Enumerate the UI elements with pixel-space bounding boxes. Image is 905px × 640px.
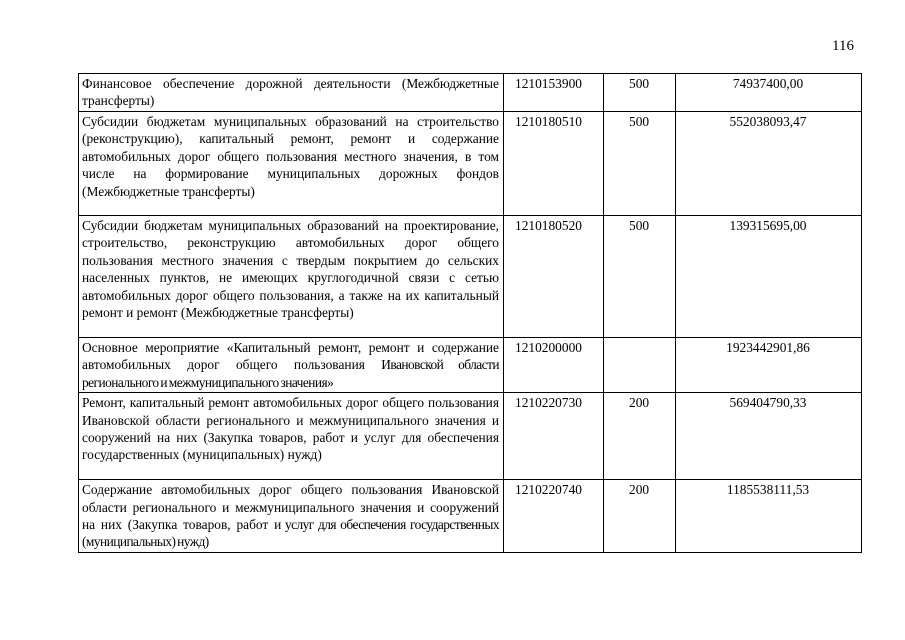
row-description [79,480,504,553]
table-row [79,112,862,216]
row-description-tail: Ивановской области регионального и межмуниципального значения» [82,357,499,390]
table-row [79,74,862,112]
row-expense-group: 500 [604,112,676,216]
row-target-code: 1210180520 [504,216,604,338]
row-expense-group: 200 [604,393,676,480]
row-description [79,338,504,393]
row-target-code: 1210220730 [504,393,604,480]
budget-table [78,73,862,553]
table-row [79,393,862,480]
row-description: Финансовое обеспечение дорожной деятельности (Межбюджетные трансферты) [79,74,504,112]
row-expense-group: 500 [604,216,676,338]
row-amount: 569404790,33 [676,393,862,480]
row-amount: 74937400,00 [676,74,862,112]
row-target-code: 1210200000 [504,338,604,393]
row-target-code: 1210220740 [504,480,604,553]
row-amount: 139315695,00 [676,216,862,338]
row-description: Субсидии бюджетам муниципальных образований на строительство (реконструкцию), капитальный ремонт, ремонт и содержание автомобильных дорог общего пользования местного значения, в том числе на формирование муниципальных дорожных фондов (Межбюджетные трансферты) [79,112,504,216]
table-row [79,216,862,338]
row-amount: 552038093,47 [676,112,862,216]
row-expense-group: 200 [604,480,676,553]
row-description-tail: и услуг для обеспечения государственных (муниципальных) нужд) [82,517,500,550]
row-description-main: Основное мероприятие «Капитальный ремонт, ремонт и содержание автомобильных дорог общего пользования [82,340,499,373]
row-amount: 1185538111,53 [676,480,862,553]
row-target-code: 1210153900 [504,74,604,112]
page-number: 116 [832,38,854,54]
table-row [79,480,862,553]
row-description: Субсидии бюджетам муниципальных образований на проектирование, строительство, реконструкцию автомобильных дорог общего пользования местного значения с твердым покрытием до сельских населенных пунктов, не имеющих круглогодичной связи с сетью автомобильных дорог общего пользования, а также на их капитальный ремонт и ремонт (Межбюджетные трансферты) [79,216,504,338]
row-expense-group [604,338,676,393]
table-row [79,338,862,393]
row-expense-group: 500 [604,74,676,112]
row-description-main: Содержание автомобильных дорог общего пользования Ивановской области регионального и межмуниципального значения и сооружений на них (Закупка товаров, работ [82,482,499,533]
row-target-code: 1210180510 [504,112,604,216]
row-description: Ремонт, капитальный ремонт автомобильных дорог общего пользования Ивановской области регионального и межмуниципального значения и сооружений на них (Закупка товаров, работ и услуг для обеспечения государственных (муниципальных) нужд) [79,393,504,480]
row-amount: 1923442901,86 [676,338,862,393]
